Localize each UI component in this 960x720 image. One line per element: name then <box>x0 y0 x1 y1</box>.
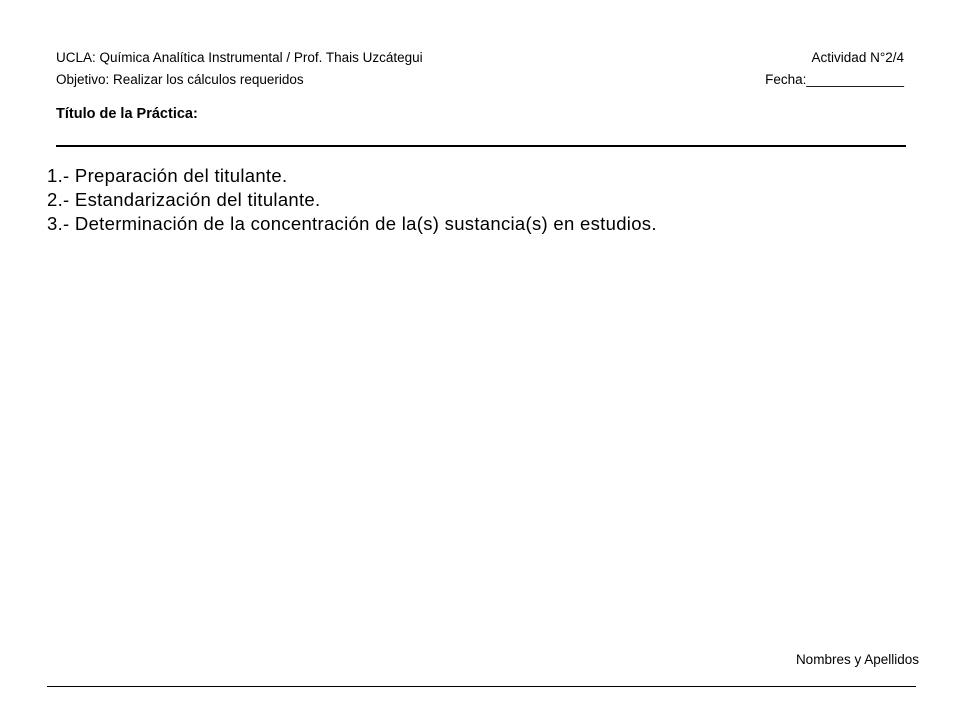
steps-list <box>47 164 657 236</box>
list-item: 2.- Estandarización del titulante. <box>47 189 321 210</box>
list-item: 1.- Preparación del titulante. <box>47 165 288 186</box>
names-label: Nombres y Apellidos <box>795 652 919 667</box>
course-header: UCLA: Química Analítica Instrumental / Prof. Thais Uzcátegui <box>56 50 423 65</box>
objective-line: Objetivo: Realizar los cálculos requeridos <box>56 72 304 87</box>
title-underline <box>56 145 906 147</box>
practice-title-label: Título de la Práctica: <box>56 106 198 122</box>
footer-divider <box>47 686 916 687</box>
list-item: 3.- Determinación de la concentración de la(s) sustancia(s) en estudios. <box>47 213 657 234</box>
activity-number: Actividad N°2/4 <box>811 50 904 65</box>
date-field: Fecha:_____________ <box>765 72 904 87</box>
